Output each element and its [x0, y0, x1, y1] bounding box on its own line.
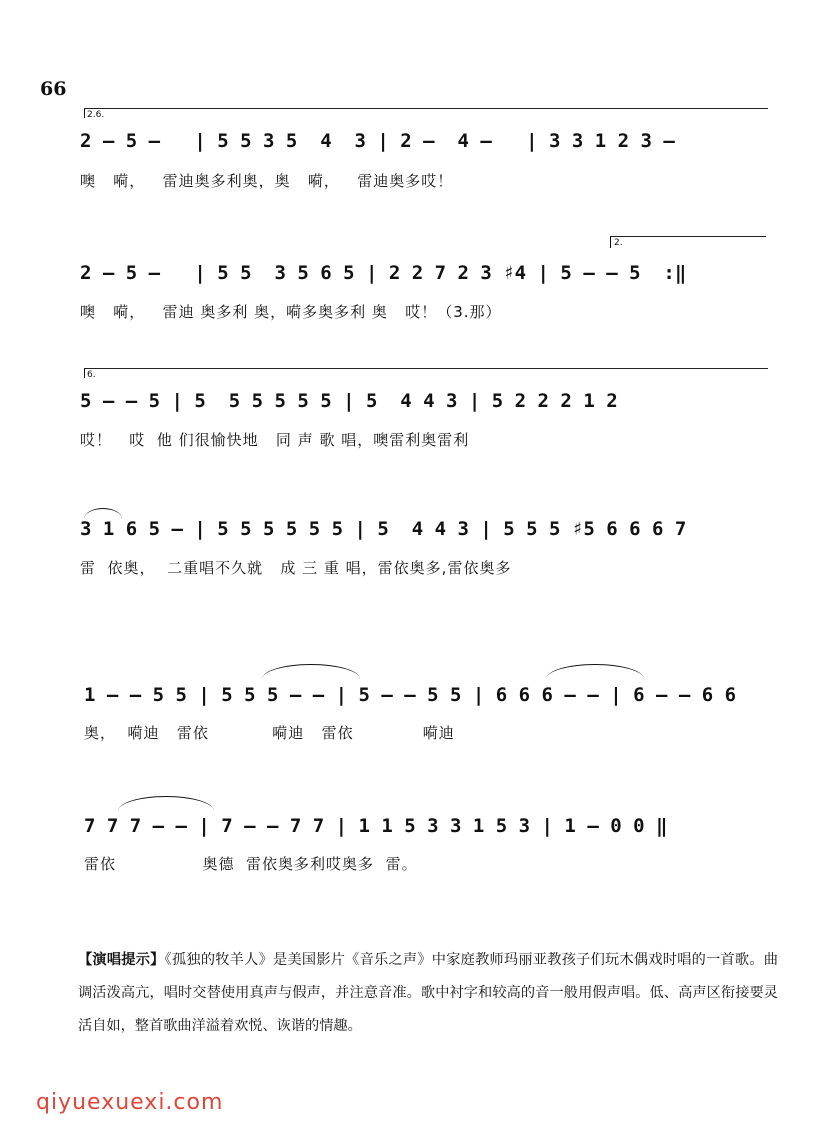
notation-row-2: 2 – 5 – | 5 5 3 5 6 5 | 2 2 7 2 3 ♯4 | 5 – – 5 :‖	[80, 262, 687, 284]
volta-bracket-3	[84, 368, 768, 369]
lyrics-row-1: 噢 嗬， 雷迪奥多利奥，奥 嗬， 雷迪奥多哎！	[80, 172, 454, 190]
slur-arc	[262, 664, 360, 679]
notation-row-1: 2 – 5 – | 5 5 3 5 4 3 | 2 – 4 – | 3 3 1 2 3 –	[80, 130, 675, 152]
lyrics-row-3: 哎！ 哎 他 们很愉快地 同 声 歌 唱，噢雷利奥雷利	[80, 431, 470, 449]
slur-arc	[118, 796, 214, 811]
notation-row-3: 5 – – 5 | 5 5 5 5 5 5 | 5 4 4 3 | 5 2 2 2 1 2	[80, 390, 618, 412]
notation-row-4: 3 1 6 5 – | 5 5 5 5 5 5 | 5 4 4 3 | 5 5 5 ♯5 6 6 6 7	[80, 518, 687, 540]
performance-tip-label: 【演唱提示】	[78, 952, 165, 968]
lyrics-row-5: 奥， 嗬迪 雷依 嗬迪 雷依 嗬迪	[84, 724, 455, 742]
volta-bracket-2	[610, 236, 766, 237]
volta-bracket-1-tick	[84, 108, 85, 118]
volta-bracket-2-tick	[610, 236, 611, 248]
lyrics-row-2: 噢 嗬， 雷迪 奥多利 奥，嗬多奥多利 奥 哎！（3.那）	[80, 303, 502, 321]
lyrics-row-6: 雷依 奥德 雷依奥多利哎奥多 雷。	[84, 855, 418, 873]
volta-bracket-1	[84, 108, 768, 109]
volta-bracket-3-tick	[84, 368, 85, 378]
watermark: qiyuexuexi.com	[36, 1090, 224, 1115]
volta-label-1: 2.6.	[87, 110, 105, 120]
volta-label-2: 2.	[614, 238, 623, 248]
performance-tip-text: 《孤独的牧羊人》是美国影片《音乐之声》中家庭教师玛丽亚教孩子们玩木偶戏时唱的一首歌。曲调活泼高亢，唱时交替使用真声与假声，并注意音准。歌中衬字和较高的音一般用假声唱。低、高声区衔接要灵活自如，整首歌曲洋溢着欢悦、诙谐的情趣。	[78, 952, 778, 1034]
page-number: 66	[40, 78, 67, 100]
notation-row-5: 1 – – 5 5 | 5 5 5 – – | 5 – – 5 5 | 6 6 6 – – | 6 – – 6 6	[84, 684, 737, 706]
lyrics-row-4: 雷 依奥， 二重唱不久就 成 三 重 唱，雷依奥多,雷依奥多	[80, 559, 512, 577]
slur-arc	[546, 664, 644, 679]
volta-label-3: 6.	[87, 370, 96, 380]
notation-row-6: 7 7 7 – – | 7 – – 7 7 | 1 1 5 3 3 1 5 3 | 1 – 0 0 ‖	[84, 815, 668, 837]
performance-tip	[78, 944, 778, 1043]
